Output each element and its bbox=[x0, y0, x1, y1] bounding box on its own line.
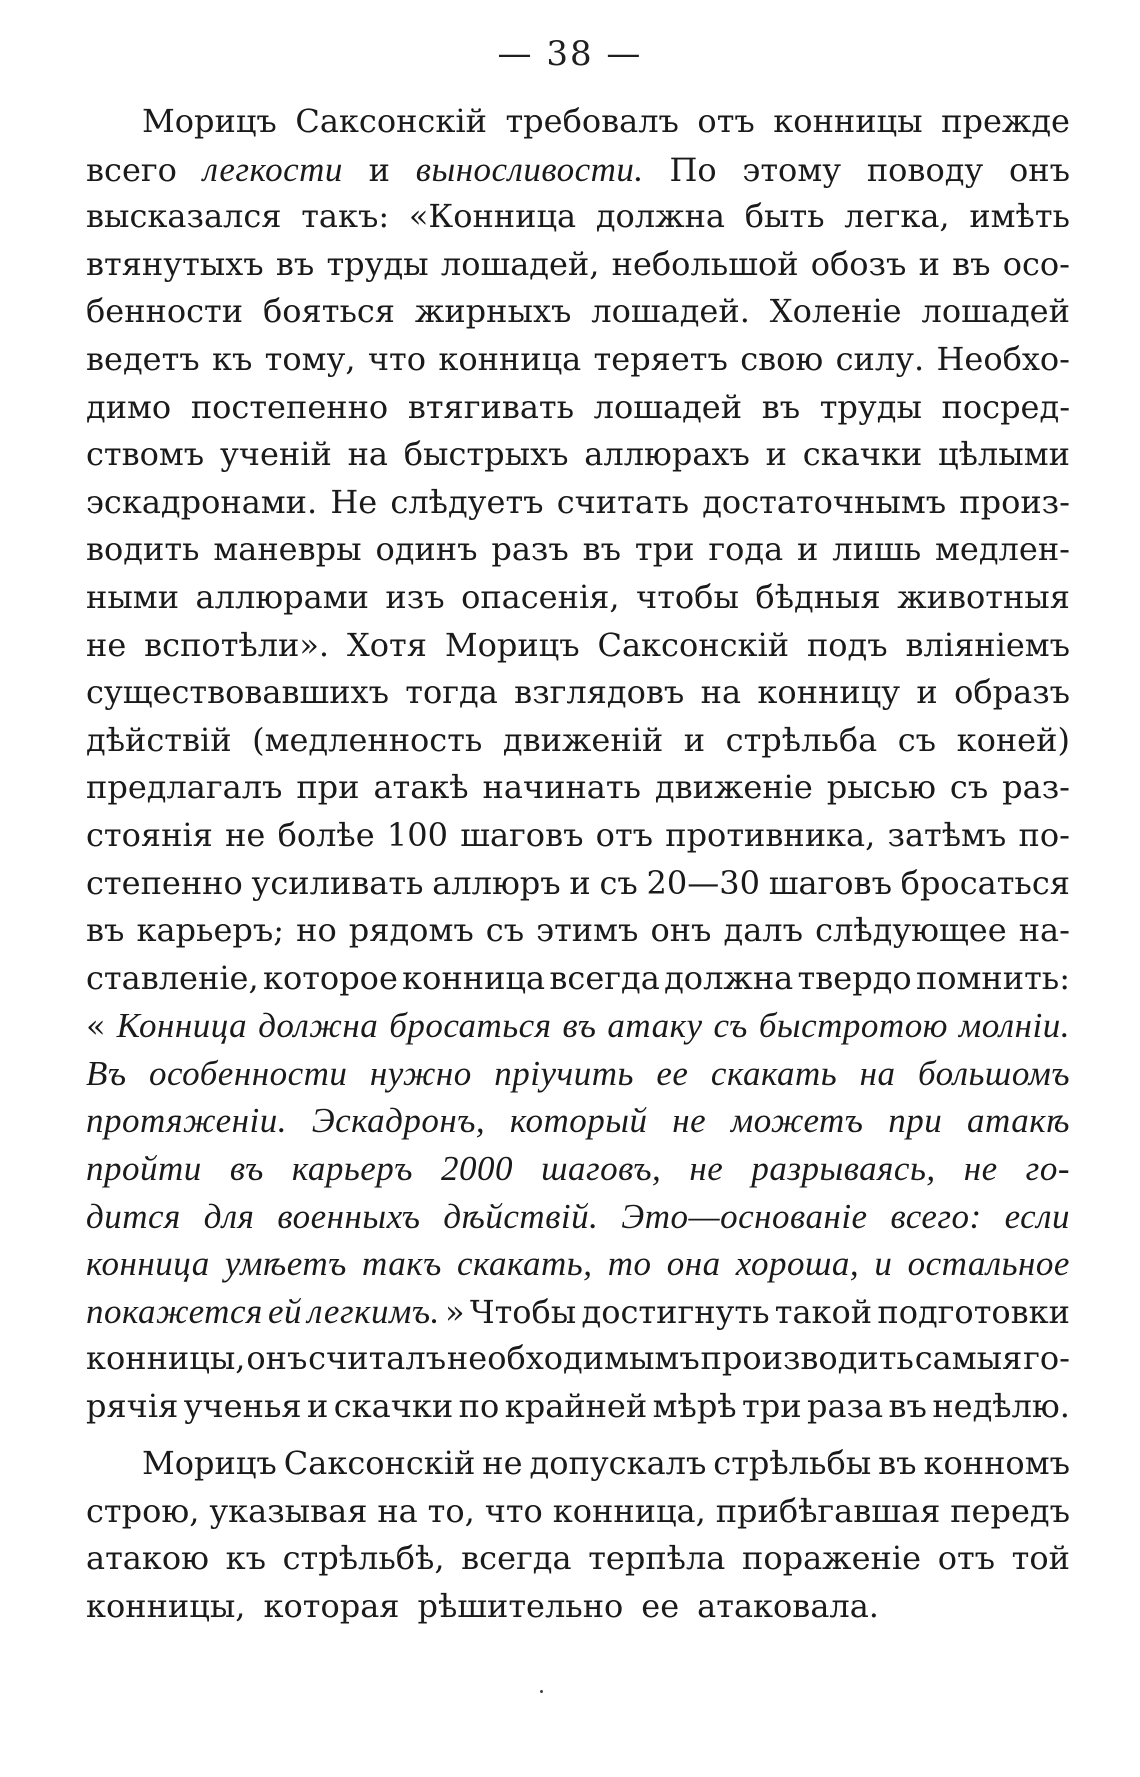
word: тому, bbox=[264, 339, 356, 378]
word: недѣлю. bbox=[932, 1387, 1070, 1426]
text-line bbox=[86, 1583, 1070, 1631]
text-line bbox=[86, 955, 1070, 1003]
word: должна bbox=[595, 197, 725, 236]
italic-word: если bbox=[1004, 1196, 1070, 1236]
italic-word: покажется bbox=[86, 1291, 263, 1331]
italic-word: 2000 bbox=[441, 1149, 514, 1189]
italic-word: для bbox=[203, 1196, 255, 1236]
word: 100 bbox=[386, 815, 448, 854]
text-line bbox=[86, 764, 1070, 812]
word: рячія bbox=[86, 1387, 179, 1426]
text-line bbox=[86, 146, 1070, 194]
italic-word: большомъ bbox=[917, 1053, 1070, 1093]
word: такой bbox=[774, 1292, 873, 1331]
word: считалъ bbox=[308, 1339, 447, 1378]
text-line bbox=[86, 1002, 1070, 1050]
word: обозъ bbox=[810, 244, 907, 283]
word: конницы, bbox=[86, 1586, 246, 1625]
word: произ- bbox=[959, 482, 1070, 521]
word: бѣдныя bbox=[755, 577, 881, 616]
text-line bbox=[86, 384, 1070, 432]
word: труды bbox=[819, 387, 922, 426]
italic-word: не bbox=[672, 1101, 707, 1141]
word: легка, bbox=[844, 197, 950, 236]
word: аллюрахъ bbox=[584, 435, 750, 474]
word: стрѣльбѣ, bbox=[282, 1539, 445, 1578]
italic-word: не bbox=[963, 1149, 998, 1189]
word: Саксонскій bbox=[295, 102, 487, 140]
text-line bbox=[86, 1050, 1070, 1098]
word: коней) bbox=[956, 720, 1070, 759]
word: болѣе bbox=[277, 815, 375, 854]
word: бросаться bbox=[900, 863, 1070, 902]
word: Морицъ bbox=[142, 1444, 277, 1482]
word: которая bbox=[263, 1586, 400, 1625]
word: слѣдуетъ bbox=[390, 482, 544, 521]
word: тогда bbox=[405, 673, 498, 712]
text-line bbox=[86, 193, 1070, 241]
word: изъ bbox=[385, 577, 445, 616]
word: съ bbox=[485, 911, 525, 950]
text-line bbox=[86, 907, 1070, 955]
italic-word: карьеръ bbox=[291, 1149, 413, 1189]
text-line bbox=[86, 241, 1070, 289]
italic-word: нужно bbox=[369, 1053, 472, 1093]
word: лошадей, bbox=[440, 244, 600, 283]
word: Чтобы bbox=[469, 1292, 577, 1331]
word: самыя bbox=[914, 1339, 1023, 1378]
text-line bbox=[86, 1097, 1070, 1145]
italic-word: Это—основаніе bbox=[621, 1196, 868, 1236]
word: го- bbox=[1023, 1339, 1070, 1378]
word: въ bbox=[275, 244, 315, 283]
text-line bbox=[86, 622, 1070, 670]
word: ученья bbox=[183, 1387, 302, 1426]
word: всего bbox=[86, 150, 177, 189]
word: эскадронами. bbox=[86, 482, 318, 521]
italic-word: умѣетъ bbox=[224, 1244, 347, 1284]
word: отъ bbox=[595, 815, 653, 854]
italic-word: ей bbox=[268, 1291, 303, 1331]
text-line bbox=[86, 1383, 1070, 1431]
word: водить bbox=[86, 530, 200, 569]
word: опасенія, bbox=[461, 577, 620, 616]
word: твердо bbox=[797, 958, 912, 997]
italic-word: Эскадронъ, bbox=[311, 1101, 486, 1141]
word: лошадей bbox=[921, 292, 1070, 331]
word: всегда bbox=[549, 958, 660, 997]
word: онъ bbox=[1009, 150, 1070, 189]
italic-word: должна bbox=[258, 1006, 379, 1046]
word: и bbox=[683, 720, 706, 759]
word: «Конница bbox=[408, 197, 577, 236]
word: по- bbox=[1018, 815, 1070, 854]
italic-word: дится bbox=[86, 1196, 181, 1236]
paper-speck bbox=[540, 1690, 543, 1693]
text-line bbox=[86, 717, 1070, 765]
text-line bbox=[86, 574, 1070, 622]
word: бенности bbox=[86, 292, 244, 331]
word: постепенно bbox=[190, 387, 389, 426]
italic-word: можетъ bbox=[730, 1101, 864, 1141]
text-line bbox=[86, 1145, 1070, 1193]
word: движеній bbox=[502, 720, 664, 759]
italic-word: съ bbox=[713, 1006, 748, 1046]
word: той bbox=[1011, 1539, 1070, 1578]
italic-word: въ bbox=[562, 1006, 597, 1046]
word: и bbox=[918, 244, 940, 283]
word: предлагалъ bbox=[86, 768, 283, 807]
italic-word: разрываясь, bbox=[751, 1149, 936, 1189]
word: карьеръ; bbox=[136, 911, 285, 950]
word: лошадей. bbox=[591, 292, 750, 331]
word: лишь bbox=[832, 530, 922, 569]
italic-word: Конница bbox=[116, 1006, 248, 1046]
word: взглядовъ bbox=[514, 673, 685, 712]
word: атаковала. bbox=[697, 1586, 879, 1625]
text-line bbox=[86, 1240, 1070, 1288]
word: конница bbox=[438, 339, 582, 378]
word: рѣшительно bbox=[417, 1586, 624, 1625]
word: подготовки bbox=[877, 1292, 1070, 1331]
word: Морицъ bbox=[444, 625, 580, 664]
italic-word: дѣйствій. bbox=[443, 1196, 599, 1236]
word: бояться bbox=[263, 292, 395, 331]
word: » bbox=[445, 1292, 465, 1331]
word: медлен- bbox=[935, 530, 1070, 569]
word: втягивать bbox=[407, 387, 575, 426]
word: рысью bbox=[826, 768, 936, 807]
word: допускалъ bbox=[529, 1444, 707, 1482]
word: рядомъ bbox=[348, 911, 474, 950]
word: цѣлыми bbox=[938, 435, 1070, 474]
word: конница bbox=[402, 958, 546, 997]
italic-word: скакать bbox=[710, 1053, 838, 1093]
word: противника, bbox=[665, 815, 876, 854]
italic-word: конница bbox=[86, 1244, 210, 1284]
word: къ bbox=[225, 1539, 266, 1578]
text-line bbox=[86, 1193, 1070, 1241]
word: на bbox=[347, 435, 388, 474]
word: атакѣ bbox=[373, 768, 469, 807]
word: такъ: bbox=[301, 197, 390, 236]
word: что bbox=[484, 1491, 543, 1530]
word: жирныхъ bbox=[414, 292, 572, 331]
word: то, bbox=[427, 1491, 475, 1530]
word: вспотѣли». bbox=[144, 625, 330, 664]
word: степенно bbox=[86, 863, 243, 902]
word: осо- bbox=[1002, 244, 1070, 283]
italic-word: атаку bbox=[607, 1006, 703, 1046]
word: терпѣла bbox=[588, 1539, 726, 1578]
word: Необхо- bbox=[936, 339, 1070, 378]
word: и bbox=[916, 673, 938, 712]
word: 20—30 bbox=[646, 863, 760, 902]
word: ученій bbox=[219, 435, 332, 474]
word: скачки bbox=[802, 435, 923, 474]
word: стрѣльбы bbox=[713, 1444, 872, 1482]
word: помнить: bbox=[915, 958, 1070, 997]
word: втянутыхъ bbox=[86, 244, 264, 283]
paragraph-2 bbox=[86, 1440, 1070, 1630]
word: теряетъ bbox=[593, 339, 728, 378]
word: шаговъ bbox=[460, 815, 584, 854]
word: передъ bbox=[950, 1491, 1070, 1530]
word: мѣрѣ bbox=[652, 1387, 737, 1426]
word: силу. bbox=[835, 339, 925, 378]
word: дѣйствій bbox=[86, 720, 232, 759]
word: шаговъ bbox=[768, 863, 892, 902]
word: крайней bbox=[504, 1387, 648, 1426]
word: этому bbox=[742, 150, 842, 189]
text-line bbox=[86, 860, 1070, 908]
word: ведетъ bbox=[86, 339, 200, 378]
word: высказался bbox=[86, 197, 282, 236]
word: поводу bbox=[866, 150, 984, 189]
word: стоянія bbox=[86, 815, 213, 854]
word: при bbox=[296, 768, 360, 807]
word: достаточнымъ bbox=[702, 482, 947, 521]
italic-word: быстротою bbox=[758, 1006, 948, 1046]
word: вліяніемъ bbox=[905, 625, 1070, 664]
word: стрѣльба bbox=[725, 720, 878, 759]
word: требовалъ bbox=[505, 102, 679, 140]
word: что bbox=[367, 339, 426, 378]
italic-word: она bbox=[666, 1244, 721, 1284]
word: и bbox=[306, 1387, 329, 1426]
text-line bbox=[86, 288, 1070, 336]
text-line bbox=[86, 1440, 1070, 1488]
text-line bbox=[86, 526, 1070, 574]
text-line bbox=[86, 669, 1070, 717]
word: существовавшихъ bbox=[86, 673, 389, 712]
italic-word: пройти bbox=[86, 1149, 202, 1189]
word: конницы, bbox=[86, 1339, 246, 1378]
word: которое bbox=[262, 958, 398, 997]
text-line bbox=[86, 1488, 1070, 1536]
word: и bbox=[765, 435, 787, 474]
italic-word: остальное bbox=[907, 1244, 1070, 1284]
italic-word: военныхъ bbox=[277, 1196, 421, 1236]
italic-word: атакѣ bbox=[967, 1101, 1070, 1141]
word: конница, bbox=[552, 1491, 706, 1530]
word: производить bbox=[700, 1339, 914, 1378]
word: не bbox=[482, 1444, 523, 1482]
word: движеніе bbox=[654, 768, 813, 807]
word: съ bbox=[949, 768, 989, 807]
italic-word: хороша, bbox=[735, 1244, 860, 1284]
italic-word: на bbox=[859, 1053, 896, 1093]
word: онъ bbox=[246, 1339, 308, 1378]
word: подъ bbox=[806, 625, 888, 664]
word: далъ bbox=[723, 911, 803, 950]
italic-word: молніи. bbox=[958, 1006, 1070, 1046]
italic-word: Въ bbox=[86, 1053, 127, 1093]
word: съ bbox=[599, 863, 638, 902]
italic-word: протяженіи. bbox=[86, 1101, 287, 1141]
word: пораженіе bbox=[742, 1539, 922, 1578]
word: строю, bbox=[86, 1491, 200, 1530]
italic-word: всего: bbox=[890, 1196, 982, 1236]
word: къ bbox=[211, 339, 253, 378]
italic-word: то bbox=[607, 1244, 652, 1284]
text-line bbox=[86, 812, 1070, 860]
italic-word: при bbox=[888, 1101, 943, 1141]
word: раз- bbox=[1002, 768, 1070, 807]
word: по bbox=[458, 1387, 500, 1426]
word: усиливать bbox=[251, 863, 424, 902]
word: ствомъ bbox=[86, 435, 205, 474]
word: животныя bbox=[897, 577, 1070, 616]
word: быть bbox=[744, 197, 825, 236]
word: считать bbox=[556, 482, 690, 521]
text-line bbox=[86, 431, 1070, 479]
word: три bbox=[634, 530, 695, 569]
word: Холеніе bbox=[769, 292, 902, 331]
word: ее bbox=[641, 1586, 680, 1625]
word: затѣмъ bbox=[887, 815, 1007, 854]
word: три bbox=[742, 1387, 802, 1426]
word: отъ bbox=[937, 1539, 996, 1578]
word: быстрыхъ bbox=[403, 435, 569, 474]
word: но bbox=[296, 911, 337, 950]
word: и bbox=[368, 150, 390, 189]
word: Хотя bbox=[346, 625, 427, 664]
word: и bbox=[569, 863, 591, 902]
word: ставленіе, bbox=[86, 958, 259, 997]
word: года bbox=[708, 530, 784, 569]
word: Не bbox=[330, 482, 378, 521]
word: аллюрами bbox=[195, 577, 369, 616]
word: образъ bbox=[954, 673, 1070, 712]
word: свою bbox=[740, 339, 824, 378]
paragraph-1 bbox=[86, 98, 1070, 1431]
word: « bbox=[86, 1007, 106, 1046]
text-line bbox=[86, 1288, 1070, 1336]
text-line bbox=[86, 98, 1070, 146]
word: Морицъ bbox=[142, 102, 277, 140]
word: аллюръ bbox=[432, 863, 561, 902]
word: раза bbox=[806, 1387, 884, 1426]
word: достигнуть bbox=[581, 1292, 770, 1331]
word: посред- bbox=[941, 387, 1070, 426]
word: всегда bbox=[461, 1539, 572, 1578]
word: онъ bbox=[650, 911, 712, 950]
word: не bbox=[86, 625, 127, 664]
word: не bbox=[225, 815, 266, 854]
word: съ bbox=[897, 720, 937, 759]
word: одинъ bbox=[375, 530, 478, 569]
italic-word: и bbox=[874, 1244, 893, 1284]
italic-word: такъ bbox=[362, 1244, 442, 1284]
italic-word: ее bbox=[656, 1053, 689, 1093]
word: должна bbox=[664, 958, 794, 997]
italic-word: который bbox=[509, 1101, 648, 1141]
word: лошадей bbox=[593, 387, 743, 426]
word: въ bbox=[952, 244, 991, 283]
word: прибѣгавшая bbox=[715, 1491, 941, 1530]
word: конницу bbox=[757, 673, 901, 712]
word: ными bbox=[86, 577, 180, 616]
italic-word: въ bbox=[229, 1149, 264, 1189]
word: (медленность bbox=[252, 720, 483, 759]
word: въ bbox=[86, 911, 125, 950]
word: разъ bbox=[491, 530, 569, 569]
word: конницы bbox=[773, 102, 923, 140]
text-line bbox=[86, 1535, 1070, 1583]
word: этимъ bbox=[536, 911, 639, 950]
word: конномъ bbox=[923, 1444, 1070, 1482]
word: на- bbox=[1018, 911, 1070, 950]
word: и bbox=[797, 530, 819, 569]
word: маневры bbox=[213, 530, 362, 569]
word: слѣдующее bbox=[815, 911, 1007, 950]
text-line bbox=[86, 1335, 1070, 1383]
word: начинать bbox=[482, 768, 641, 807]
italic-word: шаговъ, bbox=[541, 1149, 662, 1189]
word: необходимымъ bbox=[446, 1339, 700, 1378]
text-line bbox=[86, 479, 1070, 527]
word: чтобы bbox=[636, 577, 739, 616]
word: прежде bbox=[941, 102, 1070, 140]
word: имѣть bbox=[969, 197, 1070, 236]
word: въ bbox=[878, 1444, 917, 1482]
italic-word: легкости bbox=[202, 149, 343, 189]
word: на bbox=[700, 673, 742, 712]
italic-word: особенности bbox=[149, 1053, 348, 1093]
italic-word: бросаться bbox=[389, 1006, 552, 1046]
word: димо bbox=[86, 387, 172, 426]
word: атакою bbox=[86, 1539, 209, 1578]
word: Саксонскій bbox=[597, 625, 790, 664]
word: въ bbox=[761, 387, 801, 426]
italic-word: пріучить bbox=[494, 1053, 634, 1093]
word: труды bbox=[326, 244, 429, 283]
word: Саксонскій bbox=[283, 1444, 476, 1482]
italic-word: скакать, bbox=[456, 1244, 593, 1284]
text-line bbox=[86, 336, 1070, 384]
page-number: — 38 — bbox=[497, 34, 643, 74]
word: въ bbox=[582, 530, 621, 569]
word: По bbox=[669, 150, 717, 189]
italic-word: го- bbox=[1025, 1149, 1070, 1189]
word: отъ bbox=[697, 102, 755, 140]
word: на bbox=[377, 1491, 418, 1530]
word: небольшой bbox=[611, 244, 799, 283]
italic-word: легкимъ. bbox=[307, 1291, 440, 1331]
word: указывая bbox=[209, 1491, 368, 1530]
word: въ bbox=[888, 1387, 927, 1426]
italic-word: выносливости. bbox=[415, 149, 644, 189]
italic-word: не bbox=[689, 1149, 724, 1189]
word: скачки bbox=[333, 1387, 454, 1426]
